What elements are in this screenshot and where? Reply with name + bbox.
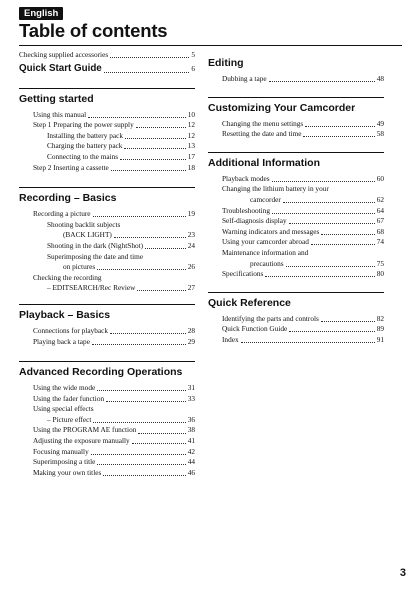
toc-page-number: 23 <box>187 230 195 240</box>
toc-leader-dots <box>265 276 374 277</box>
toc-leader-dots <box>92 344 186 345</box>
toc-page-number: 46 <box>187 467 195 477</box>
toc-entry-label: Identifying the parts and controls <box>222 313 319 323</box>
toc-page-number: 33 <box>187 393 195 403</box>
toc-leader-dots <box>110 333 186 334</box>
toc-entry[interactable] <box>208 335 384 346</box>
toc-entry[interactable] <box>19 152 195 163</box>
toc-leader-dots <box>303 136 374 137</box>
toc-entry-label: Step 1 Preparing the power supply <box>33 120 134 130</box>
toc-entry-label: Superimposing a title <box>33 457 96 467</box>
toc-page-number: 44 <box>187 457 195 467</box>
toc-entry-label: Using this manual <box>33 109 87 119</box>
toc-entry-line[interactable]: Superimposing the date and time <box>47 251 144 261</box>
toc-entry[interactable] <box>208 174 384 185</box>
toc-entry-label: – EDITSEARCH/Rec Review <box>47 283 136 293</box>
toc-entry-line[interactable]: Shooting backlit subjects <box>47 219 121 229</box>
toc-page-number: 12 <box>187 120 195 130</box>
toc-leader-dots <box>93 422 185 423</box>
toc-entry-label: Changing the menu settings <box>222 118 304 128</box>
toc-leader-dots <box>138 433 185 434</box>
toc-leader-dots <box>103 475 185 476</box>
toc-leader-dots <box>97 390 185 391</box>
toc-entry-label: Playing back a tape <box>33 336 90 346</box>
toc-entry-quick-start[interactable] <box>19 63 195 75</box>
toc-entry[interactable] <box>19 436 195 447</box>
toc-leader-dots <box>289 331 374 332</box>
toc-entry[interactable] <box>19 447 195 458</box>
toc-entry[interactable] <box>208 269 384 280</box>
toc-page-number: 58 <box>376 129 384 139</box>
toc-page-number: 68 <box>376 226 384 236</box>
page-number: 3 <box>399 567 406 579</box>
toc-entry[interactable] <box>208 227 384 238</box>
toc-entry-label: Specifications <box>222 269 264 279</box>
toc-entry[interactable] <box>19 425 195 436</box>
toc-entry[interactable] <box>19 337 195 348</box>
toc-leader-dots <box>132 443 186 444</box>
toc-entry[interactable] <box>19 230 195 241</box>
toc-page-number: 38 <box>187 425 195 435</box>
toc-entry[interactable] <box>19 457 195 468</box>
toc-entry[interactable] <box>19 209 195 220</box>
toc-leader-dots <box>97 269 185 270</box>
toc-entry-label: Connections for playback <box>33 325 108 335</box>
toc-leader-dots <box>269 81 375 82</box>
toc-entry[interactable] <box>19 415 195 426</box>
toc-entry-label: Recording a picture <box>33 209 91 219</box>
toc-leader-dots <box>104 72 190 73</box>
toc-entry-label: Making your own titles <box>33 467 102 477</box>
toc-leader-dots <box>145 248 186 249</box>
toc-leader-dots <box>110 57 189 58</box>
toc-entry-label: Installing the battery pack <box>47 130 123 140</box>
toc-leader-dots <box>286 266 375 267</box>
toc-leader-dots <box>111 170 186 171</box>
toc-entry[interactable] <box>19 50 195 61</box>
toc-entry-label: Checking supplied accessories <box>19 50 109 59</box>
toc-page-number: 10 <box>187 109 195 119</box>
toc-entry-label: Charging the battery pack <box>47 141 123 151</box>
toc-entry-label: Connecting to the mains <box>47 151 119 161</box>
toc-entry-label: Self-diagnosis display <box>222 216 287 226</box>
toc-right-column <box>208 50 384 346</box>
toc-leader-dots <box>289 223 375 224</box>
toc-page-number: 24 <box>187 240 195 250</box>
section-heading-additional-information: Additional Information <box>208 152 384 169</box>
page-title: Table of contents <box>19 20 168 41</box>
toc-leader-dots <box>125 138 186 139</box>
toc-page-number: 74 <box>376 237 384 247</box>
toc-leader-dots <box>88 117 186 118</box>
toc-entry[interactable] <box>208 129 384 140</box>
language-badge: English <box>19 7 63 20</box>
toc-page-number: 48 <box>376 74 384 83</box>
toc-leader-dots <box>241 342 375 343</box>
toc-leader-dots <box>283 202 375 203</box>
toc-entry-label: Adjusting the exposure manually <box>33 436 130 446</box>
section-heading-editing: Editing <box>208 57 244 69</box>
toc-entry-label: camcorder <box>250 194 281 204</box>
toc-entry-label: Warning indicators and messages <box>222 226 320 236</box>
toc-leader-dots <box>311 244 375 245</box>
toc-page-number: 5 <box>191 50 195 59</box>
toc-entry[interactable] <box>208 259 384 270</box>
toc-entry-label: Using the wide mode <box>33 383 96 393</box>
toc-entry[interactable] <box>19 394 195 405</box>
toc-leader-dots <box>114 237 186 238</box>
toc-leader-dots <box>321 234 374 235</box>
toc-leader-dots <box>120 159 186 160</box>
toc-leader-dots <box>106 401 186 402</box>
toc-entry-label: Troubleshooting <box>222 205 270 215</box>
toc-entry[interactable] <box>208 237 384 248</box>
toc-page-number: 64 <box>376 205 384 215</box>
toc-entry[interactable] <box>208 195 384 206</box>
toc-page-number: 28 <box>187 325 195 335</box>
toc-leader-dots <box>305 126 374 127</box>
toc-entry-label: Dubbing a tape <box>222 74 267 83</box>
title-rule <box>19 45 402 46</box>
toc-entry[interactable] <box>19 262 195 273</box>
toc-page-number: 91 <box>376 334 384 344</box>
toc-entry-label: (BACK LIGHT) <box>63 230 112 240</box>
toc-entry[interactable] <box>19 110 195 121</box>
toc-page-number: 49 <box>376 118 384 128</box>
toc-page-number: 12 <box>187 130 195 140</box>
toc-page-number: 29 <box>187 336 195 346</box>
toc-left-column <box>19 50 195 478</box>
toc-entry[interactable] <box>19 120 195 131</box>
toc-entry-label: Using the PROGRAM AE function <box>33 425 137 435</box>
toc-entry[interactable] <box>19 326 195 337</box>
toc-entry-label: Index <box>222 334 239 344</box>
toc-page-number: 17 <box>187 151 195 161</box>
toc-entry[interactable] <box>19 163 195 174</box>
toc-page-number: 18 <box>187 162 195 172</box>
toc-page-number: 89 <box>376 324 384 334</box>
section-heading-recording-basics: Recording – Basics <box>19 187 195 204</box>
toc-page-number: 67 <box>376 216 384 226</box>
toc-entry-label: precautions <box>250 258 284 268</box>
toc-entry-label: Resetting the date and time <box>222 129 302 139</box>
toc-page-number: 6 <box>191 63 195 73</box>
toc-page-number: 36 <box>187 414 195 424</box>
toc-entry[interactable] <box>208 74 384 85</box>
toc-page-number: 27 <box>187 283 195 293</box>
toc-page-number: 80 <box>376 269 384 279</box>
section-heading-advanced-recording: Advanced Recording Operations <box>19 361 195 378</box>
toc-leader-dots <box>321 321 375 322</box>
section-heading-quick-reference: Quick Reference <box>208 292 384 309</box>
toc-leader-dots <box>91 454 186 455</box>
toc-entry-line[interactable]: Maintenance information and <box>222 247 309 257</box>
toc-entry-label: on pictures <box>63 262 96 272</box>
toc-entry-label: Quick Function Guide <box>222 324 288 334</box>
toc-entry[interactable] <box>19 468 195 479</box>
toc-entry[interactable] <box>208 206 384 217</box>
toc-page-number: 62 <box>376 194 384 204</box>
toc-entry[interactable] <box>19 141 195 152</box>
toc-leader-dots <box>136 127 186 128</box>
toc-entry[interactable] <box>208 216 384 227</box>
toc-entry-line[interactable]: Changing the lithium battery in your <box>222 184 329 194</box>
toc-page-number: 82 <box>376 313 384 323</box>
toc-page-number: 26 <box>187 262 195 272</box>
toc-entry[interactable] <box>19 283 195 294</box>
toc-leader-dots <box>93 216 186 217</box>
toc-leader-dots <box>97 464 185 465</box>
toc-entry[interactable] <box>19 383 195 394</box>
toc-page-number: 31 <box>187 383 195 393</box>
toc-page-number: 42 <box>187 446 195 456</box>
toc-entry-line[interactable]: Using special effects <box>33 404 94 414</box>
toc-entry-label: Focusing manually <box>33 446 89 456</box>
toc-page-number: 13 <box>187 141 195 151</box>
section-heading-customizing: Customizing Your Camcorder <box>208 97 384 114</box>
toc-page-number: 41 <box>187 436 195 446</box>
toc-page-number: 60 <box>376 173 384 183</box>
toc-entry[interactable] <box>208 119 384 130</box>
toc-entry-label: – Picture effect <box>47 414 92 424</box>
toc-leader-dots <box>124 148 185 149</box>
toc-leader-dots <box>272 181 375 182</box>
toc-entry-label: Step 2 Inserting a cassette <box>33 162 109 172</box>
toc-entry[interactable] <box>208 314 384 325</box>
toc-leader-dots <box>272 213 375 214</box>
toc-entry[interactable] <box>19 241 195 252</box>
toc-entry-line[interactable]: Checking the recording <box>33 272 102 282</box>
toc-entry[interactable] <box>19 131 195 142</box>
toc-page-number: 75 <box>376 258 384 268</box>
toc-entry[interactable] <box>208 324 384 335</box>
toc-entry-label: Shooting in the dark (NightShot) <box>47 240 144 250</box>
section-heading-playback-basics: Playback – Basics <box>19 304 195 321</box>
toc-entry-label: Quick Start Guide <box>19 62 102 74</box>
section-heading-getting-started: Getting started <box>19 88 195 105</box>
toc-entry-label: Using the fader function <box>33 393 105 403</box>
toc-entry-label: Using your camcorder abroad <box>222 237 309 247</box>
toc-page-number: 19 <box>187 209 195 219</box>
toc-leader-dots <box>137 290 185 291</box>
toc-entry-label: Playback modes <box>222 173 270 183</box>
